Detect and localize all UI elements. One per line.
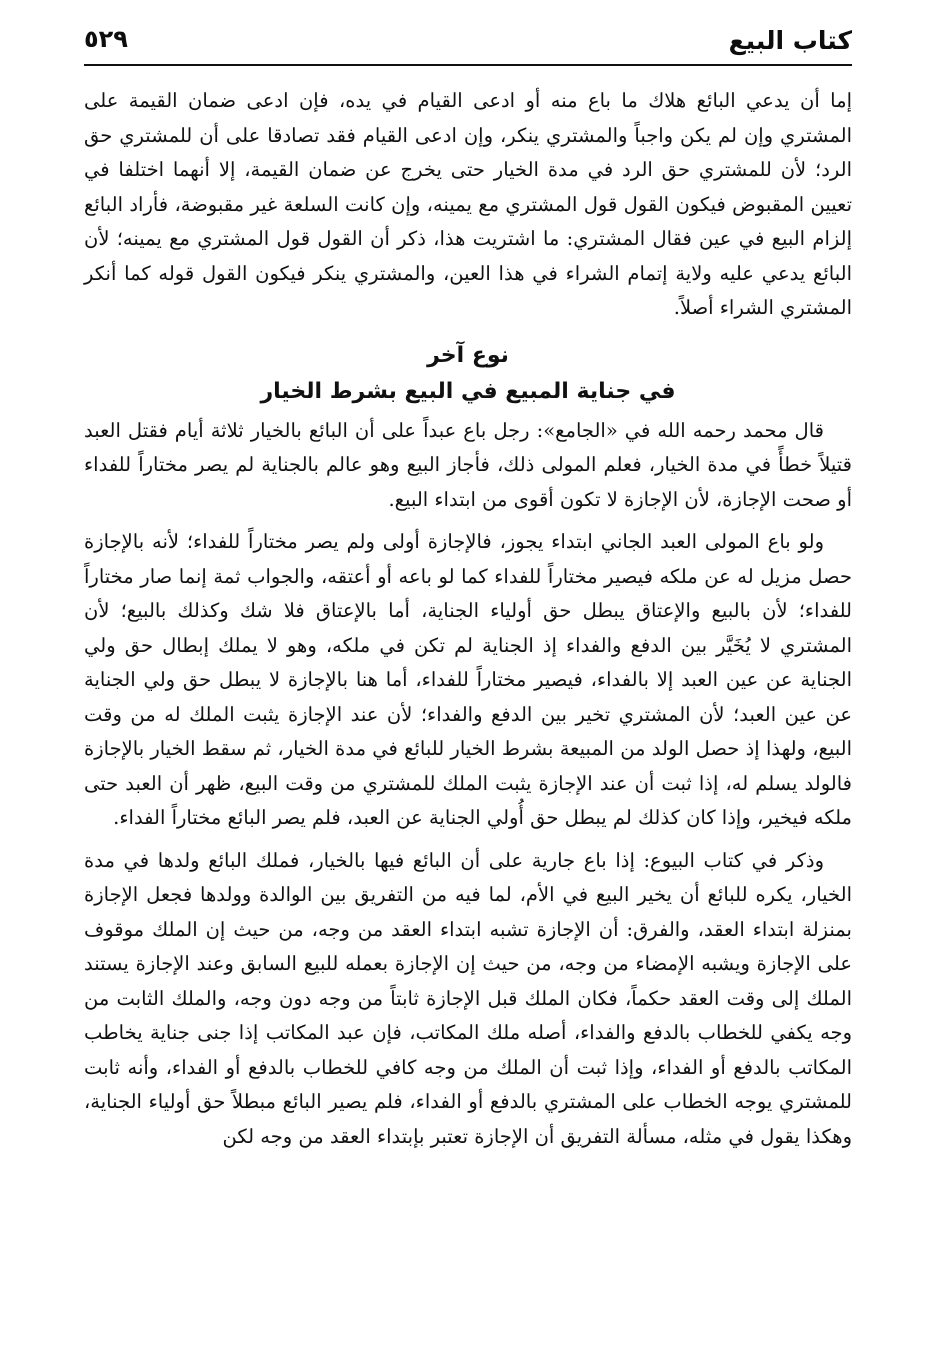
paragraph-book-of-sales: وذكر في كتاب البيوع: إذا باع جارية على أن البائع فيها بالخيار، فملك البائع ولدها في مدة الخيار، يكره للبائع أن يخير البيع في الأم، لما فيه من التفريق بين الوالدة وولدها فجعل الإجازة بمنزلة ابتداء العقد، والفرق: أن الإجازة تشبه ابتداء العقد من وجه، من حيث إن الملك موقوف على الإجازة ويشبه الإمضاء من وجه، من حيث إن الإجازة بعمله للبيع السابق وعند الإجازة يستند الملك إلى وقت العقد حكماً، فكان الملك قبل الإجازة ثابتاً من وجه دون وجه، والملك الثابت من وجه يكفي للخطاب بالدفع والفداء، أصله ملك المكاتب، فإن عبد المكاتب إذا جنى جناية يخاطب المكاتب بالدفع أو الفداء، وإذا ثبت أن الملك من وجه كافي للخطاب بالدفع أو الفداء، وأنه ثابت للمشتري يوجه الخطاب على المشتري بالدفع أو الفداء، فلم يصير البائع مبطلاً حق أولياء الجناية، وهكذا يقول في مثله، مسألة التفريق أن الإجازة تعتبر بإبتداء العقد من وجه لكن (84, 848, 852, 1148)
page-number: ٥٢٩ (84, 25, 128, 53)
page-header (84, 18, 852, 62)
running-title: كتاب البيع (728, 26, 852, 55)
paragraph-sale-by-master: ولو باع المولى العبد الجاني ابتداء يجوز، فالإجازة أولى ولم يصر مختاراً للفداء؛ لأنه بالإجازة حصل مزيل له عن ملكه فيصير مختاراً للفداء كما لو باعه أو أعتقه، والجواب ثمة إنما صار مختاراً للفداء؛ لأن بالبيع والإعتاق يبطل حق أولياء الجناية، أما بالإعتاق فلا شك وكذلك بالبيع؛ لأن المشتري لا يُخَيَّر بين الدفع والفداء إذ الجناية لم تكن في ملكه، وهو لا يملك إبطال حق ولي الجناية عن عين العبد إلا بالفداء، فيصير مختاراً للفداء، أما هنا بالإجازة لا يبطل حق ولي الجناية عن عين العبد؛ لأن المشتري تخير بين الدفع والفداء؛ لأن عند الإجازة يثبت الملك له من وقت البيع، ولهذا إذ حصل الولد من المبيعة بشرط الخيار للبائع في مدة الخيار، ثم سقط الخيار بالإجازة فالولد يسلم له، إذا ثبت أن عند الإجازة يثبت الملك للمشتري من وقت البيع، ظهر أن العبد حتى ملكه فيخير، وإذا كان كذلك لم يبطل حق أُولي الجناية عن العبد، فلم يصر البائع مختاراً الفداء. (84, 530, 852, 829)
paragraph-jami-case: قال محمد رحمه الله في «الجامع»: رجل باع عبداً على أن البائع بالخيار ثلاثة أيام فقتل العبد قتيلاً خطأً في مدة الخيار، فعلم المولى ذلك، فأجاز البيع وهو عالم بالجناية لم يصر مختاراً للفداء أو صحت الإجازة، لأن الإجازة لا تكون أقوى من ابتداء البيع. (84, 418, 852, 511)
section-heading-title: في جناية المبيع في البيع بشرط الخيار (260, 378, 676, 404)
paragraph-opening: إما أن يدعي البائع هلاك ما باع منه أو ادعى القيام في يده، فإن ادعى ضمان القيمة على المشتري وإن لم يكن واجباً والمشتري ينكر، وإن ادعى القيام فقد تصادقا على أن للمشتري حق الرد؛ لأن للمشتري حق الرد في مدة الخيار حتى يخرج عن ضمان القيمة، إلا أنهما اختلفا في تعيين المقبوض فيكون القول قول المشتري مع يمينه، وإن كانت السلعة غير مقبوضة، فأراد البائع إلزام البيع في عين فقال المشتري: ما اشتريت هذا، ذكر أن القول قول المشتري مع يمينه؛ لأن البائع يدعي عليه ولاية إتمام الشراء في هذا العين، والمشتري ينكر فيكون القول قوله كما أنكر المشتري الشراء أصلاً. (84, 89, 852, 319)
section-heading-type: نوع آخر (427, 342, 509, 368)
page-body (84, 84, 852, 1154)
header-rule (84, 64, 852, 66)
